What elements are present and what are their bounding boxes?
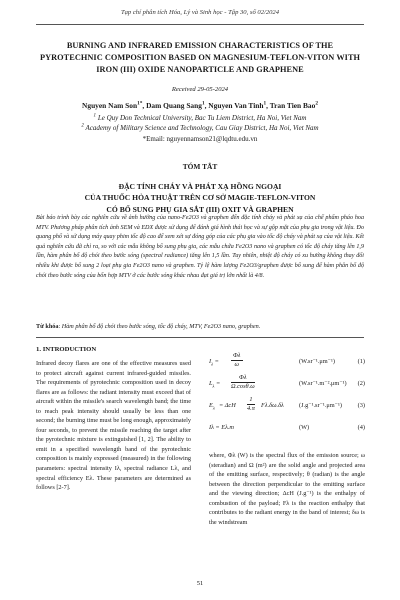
- section-heading: 1. INTRODUCTION: [36, 346, 97, 353]
- author-separator: ,: [142, 101, 147, 110]
- keywords: [36, 322, 364, 331]
- header-divider: [36, 24, 364, 25]
- equation-expression: Iλ = Eλ.m: [209, 424, 234, 431]
- author-separator: ,: [204, 101, 209, 110]
- abstract-body: Bài báo trình bày các nghiên cứu về ảnh hưởng của nano-Fe2O3 và graphen đến đặc tính cháy và phát xạ của chế phẩm pháo hoa MTV. Phương pháp phân tích ảnh SEM và EDX được sử dụng để đánh giá hình thái học và sự gộp mặt của phụ gia trong vật liệu. Đo quang phổ và sử dụng máy quay phim tốc độ cao để xem xét sự đóng góp của các phụ gia vào tốc độ cháy và phát xạ của vật liệu. Kết quả nghiên cứu đã chỉ ra, so với các mẫu không bổ sung phụ gia, các mẫu chứa Fe2O3 nano và graphen có tốc độ cháy tăng lên 1,9 lần, hàm phân bố độ chói theo bước sóng (spectral radiance) tăng lên 1,5 lần. Tuy nhiên, nhiệt độ cháy có xu hướng không thay đổi nhiều khi được bổ sung 2 loại phụ gia Fe2O3 nano và graphen. Tỷ lệ hàm lượng Fe2O3/graphen được bổ sung để hàm phân bố độ chói theo bước sóng của bốn hợp MTV ở các bước sóng khác nhau đạt giá trị lớn nhất là 4/8.: [36, 215, 364, 279]
- affiliation-text: Le Quy Don Technical University, Bac Tu Liem District, Ha Noi, Viet Nam: [96, 114, 307, 122]
- equation-symbol: I: [209, 358, 212, 365]
- author-affil-mark: 1: [201, 100, 205, 107]
- page-number: 51: [196, 580, 204, 587]
- journal-header: Tạp chí phân tích Hóa, Lý và Sinh học - Tập 30, số 02/2024: [120, 9, 280, 16]
- author-affil-mark: 2: [315, 100, 318, 107]
- equation-number: (3): [357, 402, 365, 409]
- author-name: Dam Quang Sang: [146, 101, 202, 110]
- affiliation-mark: 1: [93, 113, 97, 119]
- keywords-text: Hàm phân bố độ chói theo bước sóng, tốc độ cháy, MTV, Fe2O3 nano, graphen.: [61, 323, 261, 330]
- fraction-numerator: Φλ: [233, 352, 241, 359]
- author-name: Nguyen Nam Son: [82, 101, 138, 110]
- author-name: Tran Tien Bao: [269, 101, 316, 110]
- equation-symbol: E: [209, 402, 213, 409]
- equation-2: [209, 374, 365, 396]
- equation-number: (1): [357, 358, 365, 365]
- author-list: [0, 101, 400, 110]
- equation-number: (2): [357, 380, 365, 387]
- equation-units: (W.sr⁻¹.m⁻².μm⁻¹): [299, 380, 347, 387]
- fraction-denominator: ω: [234, 361, 239, 368]
- fraction-denominator: Ω.cosθ.ω: [231, 383, 255, 390]
- abstract-heading: TÓM TẮT: [182, 162, 218, 171]
- equation-fraction: [231, 374, 255, 391]
- author-separator: ,: [266, 101, 270, 110]
- equation-fraction: [231, 352, 243, 369]
- equation-subscript: λ: [211, 361, 214, 367]
- author-affil-mark: 1: [263, 100, 267, 107]
- vietnamese-title-line: CỦA THUỐC HỎA THUẬT TRÊN CƠ SỞ MAGIE-TEFLON-VITON: [84, 193, 316, 203]
- equation-symbol: L: [209, 380, 213, 387]
- equation-number: (4): [357, 424, 365, 431]
- equations-block: [209, 352, 365, 440]
- equation-4: [209, 418, 365, 440]
- affiliation-2: [0, 123, 400, 133]
- affiliation-mark: 2: [81, 123, 84, 129]
- equation-1: [209, 352, 365, 374]
- author-name: Nguyen Van Tinh: [208, 101, 264, 110]
- equation-subscript: λ: [212, 405, 215, 411]
- equation-units: (W.sr⁻¹.μm⁻¹): [299, 358, 335, 365]
- equation-lhs: $I_\lambda$ =: [209, 358, 219, 367]
- equation-units: (W): [299, 424, 310, 431]
- paper-title: BURNING AND INFRARED EMISSION CHARACTERISTICS OF THE PYROTECHNIC COMPOSITION BASED ON MAGNESIUM-TEFLON-VITON WITH IRON (III) OXIDE NANOPARTICLE AND GRAPHENE: [39, 41, 361, 74]
- equation-units: (J.g⁻¹.sr⁻¹.μm⁻¹): [299, 402, 342, 409]
- received-date: Received 29-05-2024: [171, 86, 229, 93]
- fraction-numerator: Φλ: [231, 374, 255, 383]
- corresponding-email: *Email: nguyennamson21@lqdtu.edu.vn: [142, 135, 258, 143]
- fraction-numerator: 1: [247, 396, 255, 405]
- equation-middle: = ΔcH: [219, 402, 236, 409]
- equation-explanation: where, Φλ (W) is the spectral flux of the emission source; ω (steradian) and Ω (m²) are the solid angle and projected area of the emitting surface, respectively; θ (radian) is the angle between the direction perpendicular to the emitting surface and the viewing direction; ΔcH (J.g⁻¹) is the enthalpy of combustion of the payload; Fλ is the reaction enthalpy that contributes to the radiant energy in the band of interest; δω is the windstream: [209, 452, 365, 526]
- affiliation-text: Academy of Military Science and Technology, Cau Giay District, Ha Noi, Viet Nam: [83, 124, 319, 132]
- vietnamese-title-line: ĐẶC TÍNH CHÁY VÀ PHÁT XẠ HỒNG NGOẠI: [118, 182, 282, 191]
- equation-lhs: [209, 402, 215, 409]
- vietnamese-title-line: CÓ BỔ SUNG PHỤ GIA SẮT (III) OXIT VÀ GRAPHEN: [106, 204, 294, 214]
- keywords-divider: [36, 337, 364, 338]
- introduction-text: Infrared decoy flares are one of the effective measures used to protect aircraft against current infrared-guided missiles. The requirements of pyrotechnic composition used in decoy flares are as follows: the radiant intensity must exceed that of aircraft within the missile's search wavelength band; the time to reach peak intensity should usually be less than one second; the burning time must be long enough, approximately four seconds, to prevent the missile reaching the target after the pyrotechnic mixture is extinguished [1, 2]. The ability to emit in a specified wavelength band of the pyrotechnic composition is mainly expressed (measured) in the following parameters: spectral intensity Iλ, spectral radiance Lλ, and spectral efficiency Eλ. These parameters are determined as follows [2-7].: [36, 360, 192, 492]
- fraction-denominator: 4.π: [247, 405, 255, 412]
- keywords-label: Từ khóa: [36, 323, 59, 330]
- vietnamese-title: [36, 181, 364, 215]
- equation-fraction: [247, 396, 255, 413]
- equation-3: [209, 396, 365, 418]
- equation-subscript: λ: [212, 383, 215, 389]
- affiliation-1: [0, 113, 400, 123]
- equation-lhs: $L_\lambda$ =: [209, 380, 221, 389]
- keywords-separator: :: [58, 323, 62, 330]
- author-affil-mark: 1*: [137, 100, 143, 107]
- equation-tail: Fλ.δω.δλ: [261, 402, 284, 409]
